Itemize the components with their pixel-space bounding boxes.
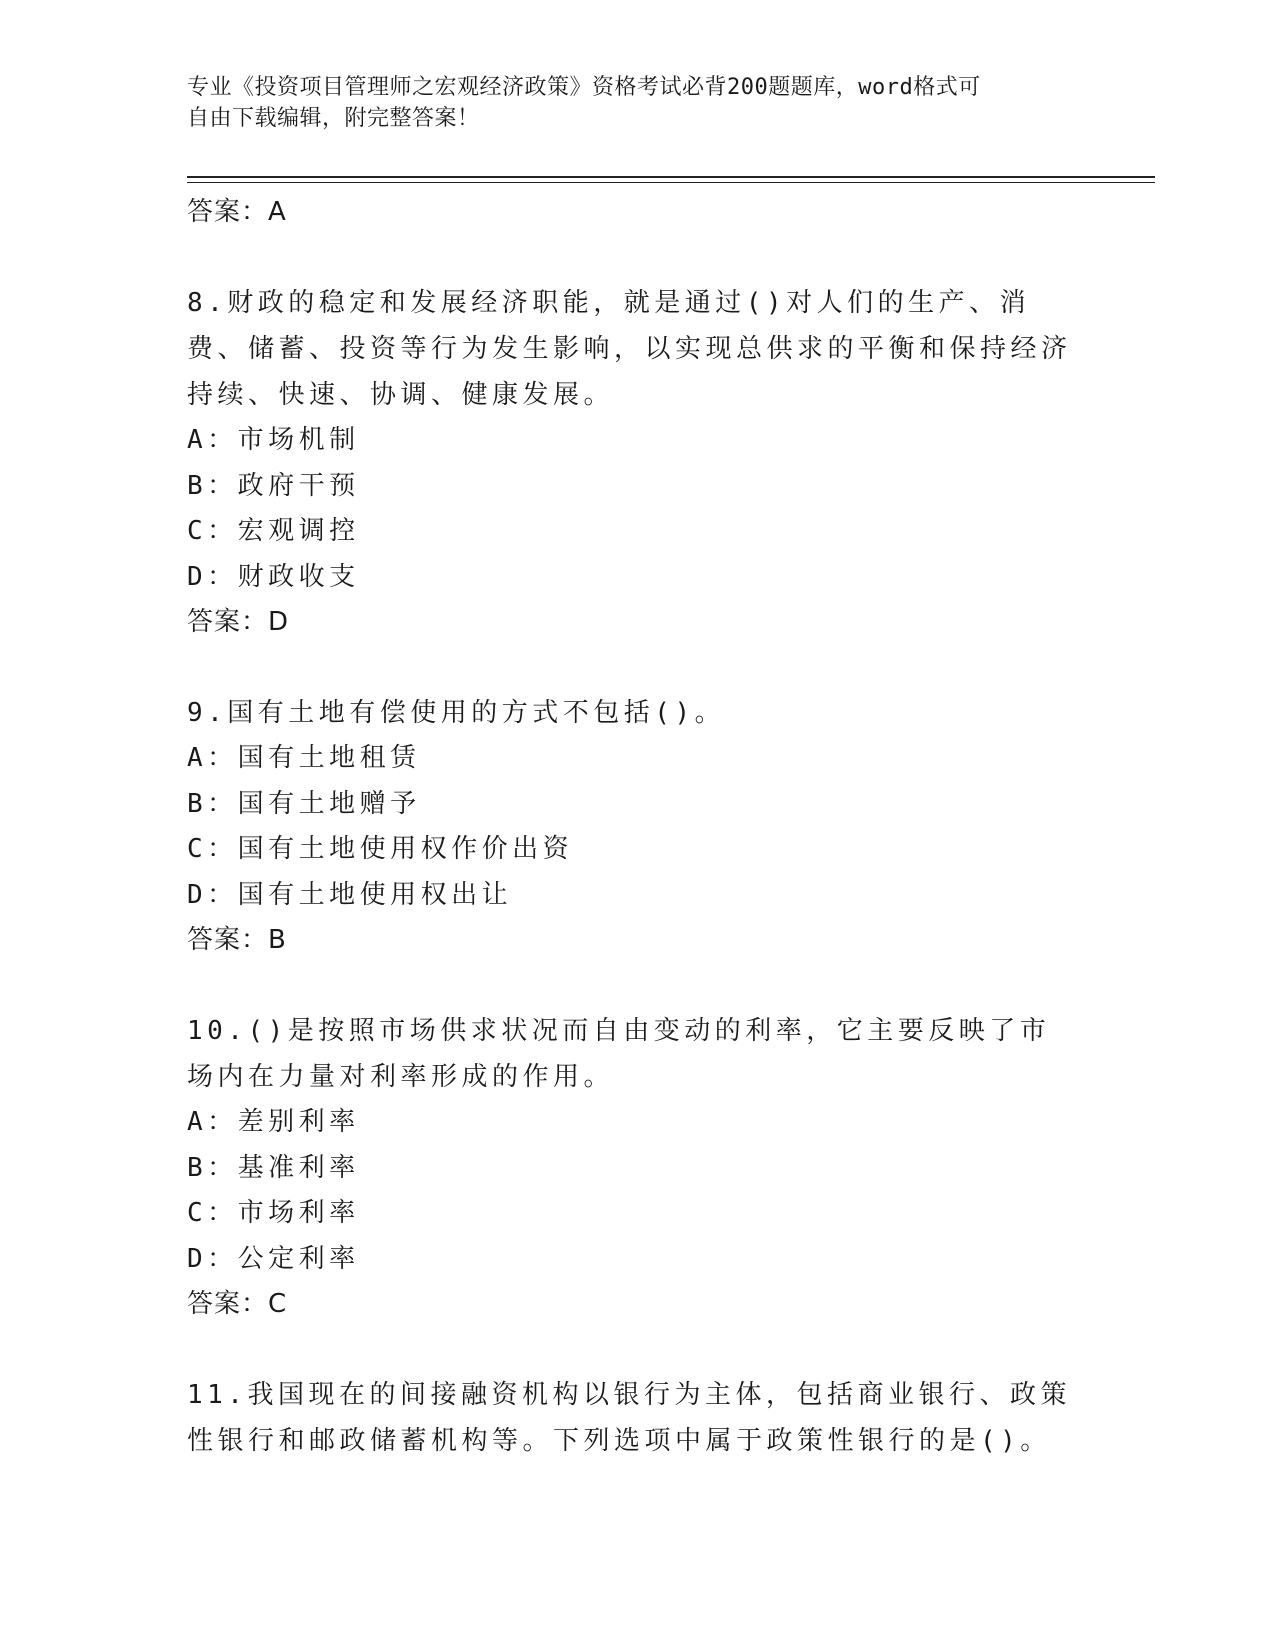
option-d: D：财政收支 [187,561,360,592]
option-c: C：宏观调控 [187,516,360,546]
answer-line: 答案：B [187,925,287,955]
question-11 [187,1372,1077,1464]
question-text: 8.财政的稳定和发展经济职能，就是通过()对人们的生产、消费、储蓄、投资等行为发生影响，以实现总供求的平衡和保持经济持续、快速、协调、健康发展。 [187,288,1072,410]
answer-line: 答案：C [187,1289,288,1319]
option-d: D：公定利率 [187,1243,360,1274]
question-text: 11.我国现在的间接融资机构以银行为主体，包括商业银行、政策性银行和邮政储蓄机构等。下列选项中属于政策性银行的是()。 [187,1380,1071,1456]
option-b: B：政府干预 [187,470,360,501]
question-9 [187,690,1077,962]
question-text: 9.国有土地有偿使用的方式不包括()。 [187,698,726,728]
header-line-2: 自由下载编辑，附完整答案！ [187,106,480,131]
option-c: C：市场利率 [187,1198,360,1228]
option-b: B：基准利率 [187,1152,360,1183]
answer-line: 答案：A [187,197,287,227]
question-list [187,190,1077,1464]
page-header [187,72,1087,134]
question-8 [187,280,1077,644]
option-b: B：国有土地赠予 [187,788,421,819]
option-a: A：国有土地租赁 [187,743,421,773]
question-text: 10.()是按照市场供求状况而自由变动的利率，它主要反映了市场内在力量对利率形成的作用。 [187,1016,1051,1092]
question-10 [187,1008,1077,1326]
option-a: A：差别利率 [187,1107,360,1137]
header-rule-thick [187,176,1155,178]
option-c: C：国有土地使用权作价出资 [187,834,574,864]
option-a: A：市场机制 [187,425,360,455]
option-d: D：国有土地使用权出让 [187,879,513,910]
answer-line: 答案：D [187,607,290,637]
header-rule-thin [187,182,1155,183]
header-line-1: 专业《投资项目管理师之宏观经济政策》资格考试必背200题题库，word格式可 [187,75,981,100]
